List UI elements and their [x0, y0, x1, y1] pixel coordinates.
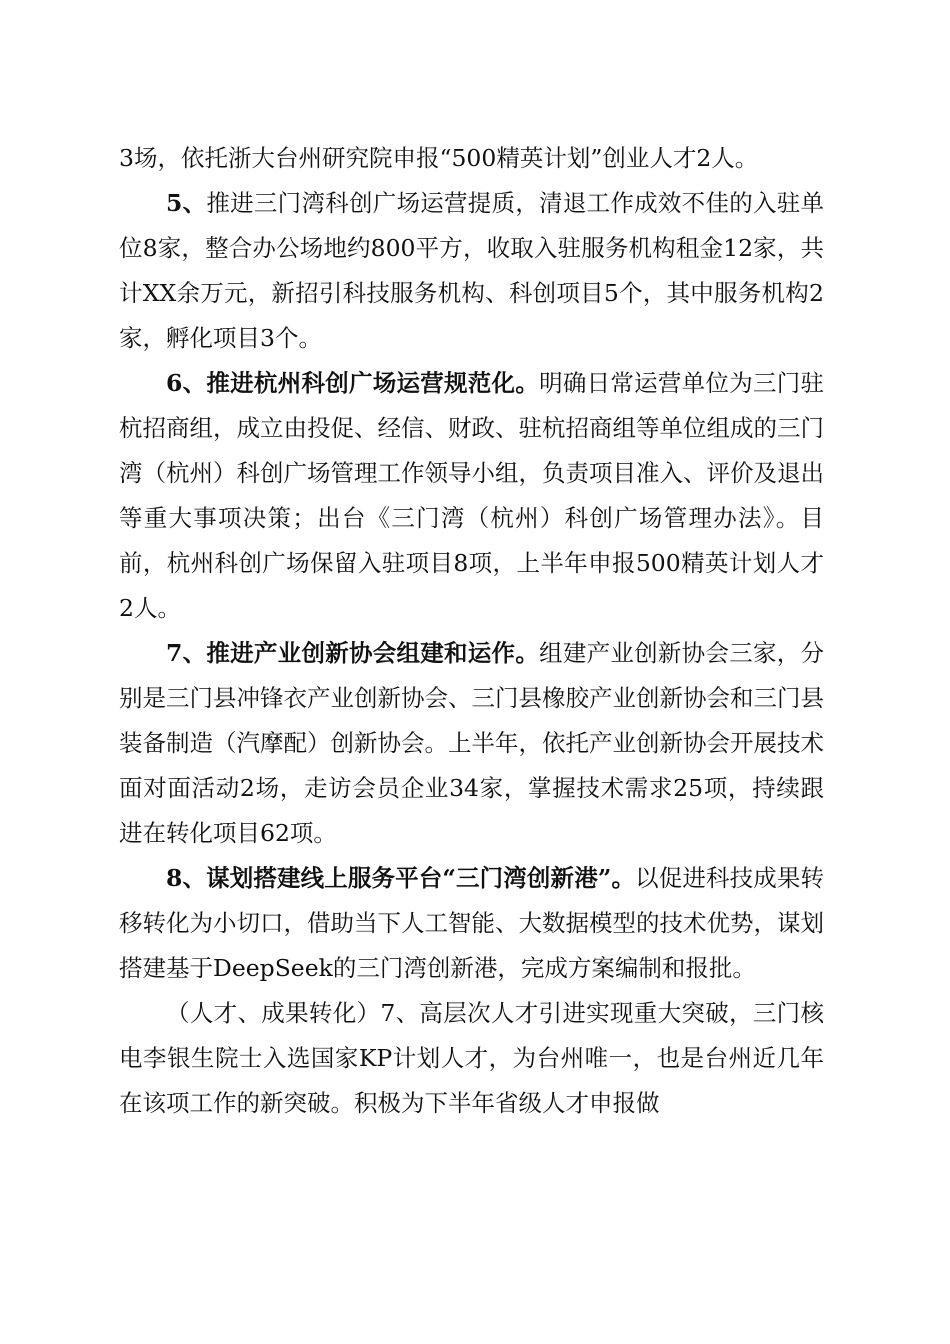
paragraph-body: 3场，依托浙大台州研究院申报“500精英计划”创业人才2人。	[119, 144, 759, 172]
paragraph-body: 推进三门湾科创广场运营提质，清退工作成效不佳的入驻单位8家，整合办公场地约800平方，收取入驻服务机构租金12家，共计XX余万元，新招引科技服务机构、科创项目5个，其中服务机构2家，孵化项目3个。	[119, 189, 825, 352]
document-page	[119, 136, 824, 1126]
paragraph-body: 以促进科技成果转移转化为小切口，借助当下人工智能、大数据模型的技术优势，谋划搭建基于DeepSeek的三门湾创新港，完成方案编制和报批。	[119, 864, 824, 982]
paragraph-heading: 7、推进产业创新协会组建和运作。	[166, 639, 540, 667]
paragraph-continuation	[119, 136, 824, 181]
paragraph-body: 明确日常运营单位为三门驻杭招商组，成立由投促、经信、财政、驻杭招商组等单位组成的三门湾（杭州）科创广场管理工作领导小组，负责项目准入、评价及退出等重大事项决策；出台《三门湾（杭州）科创广场管理办法》。目前，杭州科创广场保留入驻项目8项，上半年申报500精英计划人才2人。	[119, 369, 825, 622]
paragraph-body: 组建产业创新协会三家，分别是三门县冲锋衣产业创新协会、三门县橡胶产业创新协会和三门县装备制造（汽摩配）创新协会。上半年，依托产业创新协会开展技术面对面活动2场，走访会员企业34家，掌握技术需求25项，持续跟进在转化项目62项。	[119, 639, 825, 847]
paragraph-heading: 8、谋划搭建线上服务平台“三门湾创新港”。	[166, 864, 636, 892]
paragraph-heading: 6、推进杭州科创广场运营规范化。	[166, 369, 540, 397]
paragraph-item-7	[119, 631, 824, 856]
paragraph-item-5	[119, 181, 824, 361]
paragraph-body: （人才、成果转化）7、高层次人才引进实现重大突破，三门核电李银生院士入选国家KP计划人才，为台州唯一，也是台州近几年在该项工作的新突破。积极为下半年省级人才申报做	[119, 999, 824, 1117]
paragraph-heading: 5、	[166, 189, 207, 217]
paragraph-item-8	[119, 856, 824, 991]
paragraph-item-6	[119, 361, 824, 631]
paragraph-talent	[119, 991, 824, 1126]
